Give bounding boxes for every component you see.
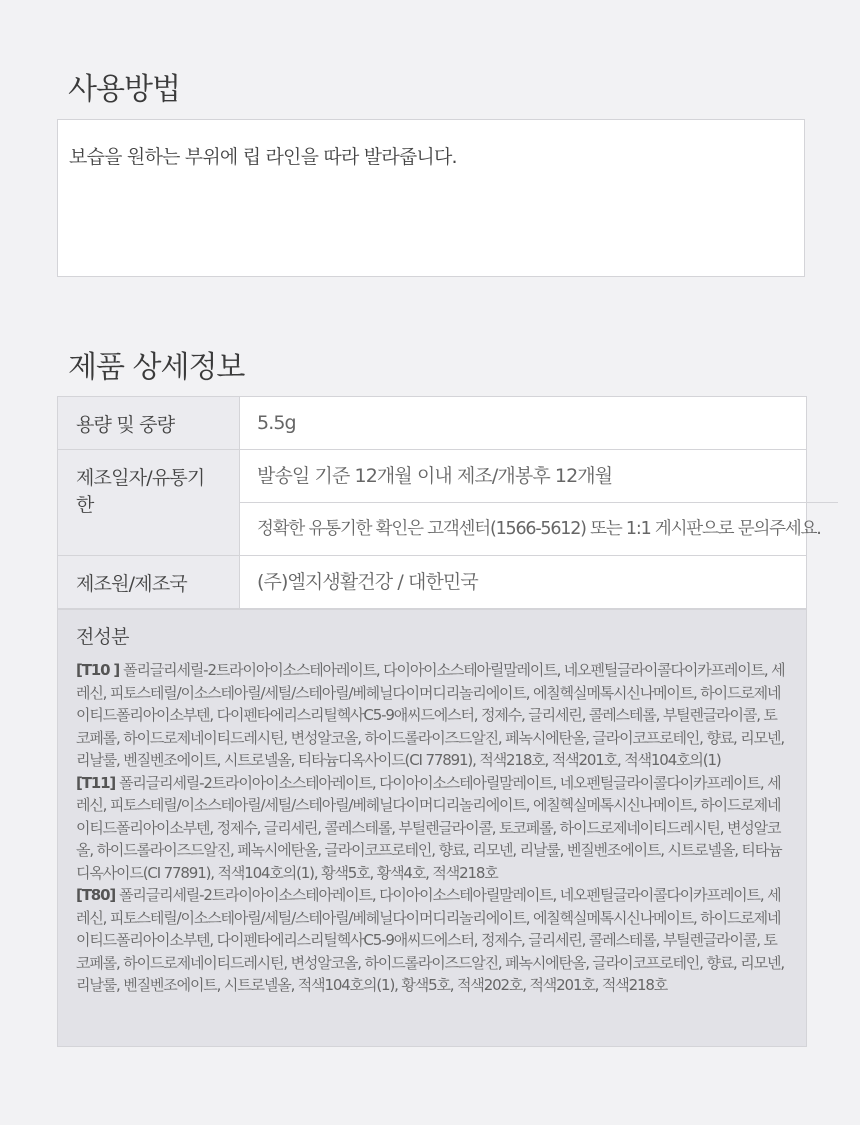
ingredient-text-t80: 폴리글리세릴-2트라이아이소스테아레이트, 다이아이소스테아릴말레이트, 네오펜틸글라이콜다이카프레이트, 세레신, 피토스테릴/이소스테아릴/세틸/스테아릴/베헤닐다이머디리놀리에이트, 에칠헥실메톡시신나메이트, 하이드로제네이티드폴리아이소부텐, 다이펜타에리스리틸헥사C5-9애씨드에스터, 정제수, 글리세린, 콜레스테롤, 부틸렌글라이콜, 토코페롤, 하이드로제네이티드레시틴, 변성알코올, 하이드롤라이즈드알진, 페녹시에탄올, 글라이코프로테인, 향료, 리모넨, 리날룰, 벤질벤조에이트, 시트로넬올, 적색104호의(1), 황색5호, 적색202호, 적색201호, 적색218호 bbox=[76, 886, 784, 994]
usage-description-box bbox=[57, 119, 805, 277]
product-details-title: 제품 상세정보 bbox=[68, 350, 245, 385]
ingredient-code-t80: [T80] bbox=[76, 886, 116, 904]
ingredient-list-t11 bbox=[76, 772, 788, 885]
spec-value-expiry-note: 정확한 유통기한 확인은 고객센터(1566-5612) 또는 1:1 게시판으로 문의주세요. bbox=[240, 502, 838, 555]
spec-row-manufacturer bbox=[58, 556, 806, 609]
ingredient-code-t10: [T10 ] bbox=[76, 661, 120, 679]
spec-row-expiry bbox=[58, 450, 821, 556]
spec-label-expiry: 제조일자/유통기한 bbox=[58, 450, 240, 555]
usage-description-text: 보습을 원하는 부위에 립 라인을 따라 발라줍니다. bbox=[69, 146, 457, 168]
spec-label-manufacturer: 제조원/제조국 bbox=[58, 556, 240, 608]
ingredient-text-t11: 폴리글리세릴-2트라이아이소스테아레이트, 다이아이소스테아릴말레이트, 네오펜틸글라이콜다이카프레이트, 세레신, 피토스테릴/이소스테아릴/세틸/스테아릴/베헤닐다이머디리놀리에이트, 에칠헥실메톡시신나메이트, 하이드로제네이티드폴리아이소부텐, 정제수, 글리세린, 콜레스테롤, 부틸렌글라이콜, 토코페롤, 하이드로제네이티드레시틴, 변성알코올, 하이드롤라이즈드알진, 페녹시에탄올, 글라이코프로테인, 향료, 리모넨, 리날룰, 벤질벤조에이트, 시트로넬올, 티타늄디옥사이드(CI 77891), 적색104호의(1), 황색5호, 황색4호, 적색218호 bbox=[76, 773, 782, 882]
spec-value-expiry: 발송일 기준 12개월 이내 제조/개봉후 12개월 bbox=[257, 465, 613, 487]
ingredient-list-t10 bbox=[76, 659, 788, 772]
spec-value-manufacturer: (주)엘지생활건강 / 대한민국 bbox=[257, 571, 478, 593]
ingredients-panel bbox=[57, 609, 807, 1047]
ingredients-title: 전성분 bbox=[76, 626, 129, 648]
ingredient-text-t10: 폴리글리세릴-2트라이아이소스테아레이트, 다이아이소스테아릴말레이트, 네오펜틸글라이콜다이카프레이트, 세레신, 피토스테릴/이소스테아릴/세틸/스테아릴/베헤닐다이머디리놀리에이트, 에칠헥실메톡시신나메이트, 하이드로제네이티드폴리아이소부텐, 다이펜타에리스리틸헥사C5-9애씨드에스터, 정제수, 글리세린, 콜레스테롤, 부틸렌글라이콜, 토코페롤, 하이드로제네이티드레시틴, 변성알코올, 하이드롤라이즈드알진, 페녹시에탄올, 글라이코프로테인, 향료, 리모넨, 리날룰, 벤질벤조에이트, 시트로넬올, 티타늄디옥사이드(CI 77891), 적색218호, 적색201호, 적색104호의(1) bbox=[76, 661, 785, 769]
product-details-table bbox=[57, 396, 821, 609]
spec-label-capacity: 용량 및 중량 bbox=[58, 397, 240, 449]
ingredient-list-t80 bbox=[76, 884, 788, 997]
usage-section-title: 사용방법 bbox=[68, 72, 180, 107]
ingredient-code-t11: [T11] bbox=[76, 773, 116, 792]
spec-value-capacity: 5.5g bbox=[257, 412, 296, 434]
spec-row-capacity bbox=[58, 397, 806, 450]
